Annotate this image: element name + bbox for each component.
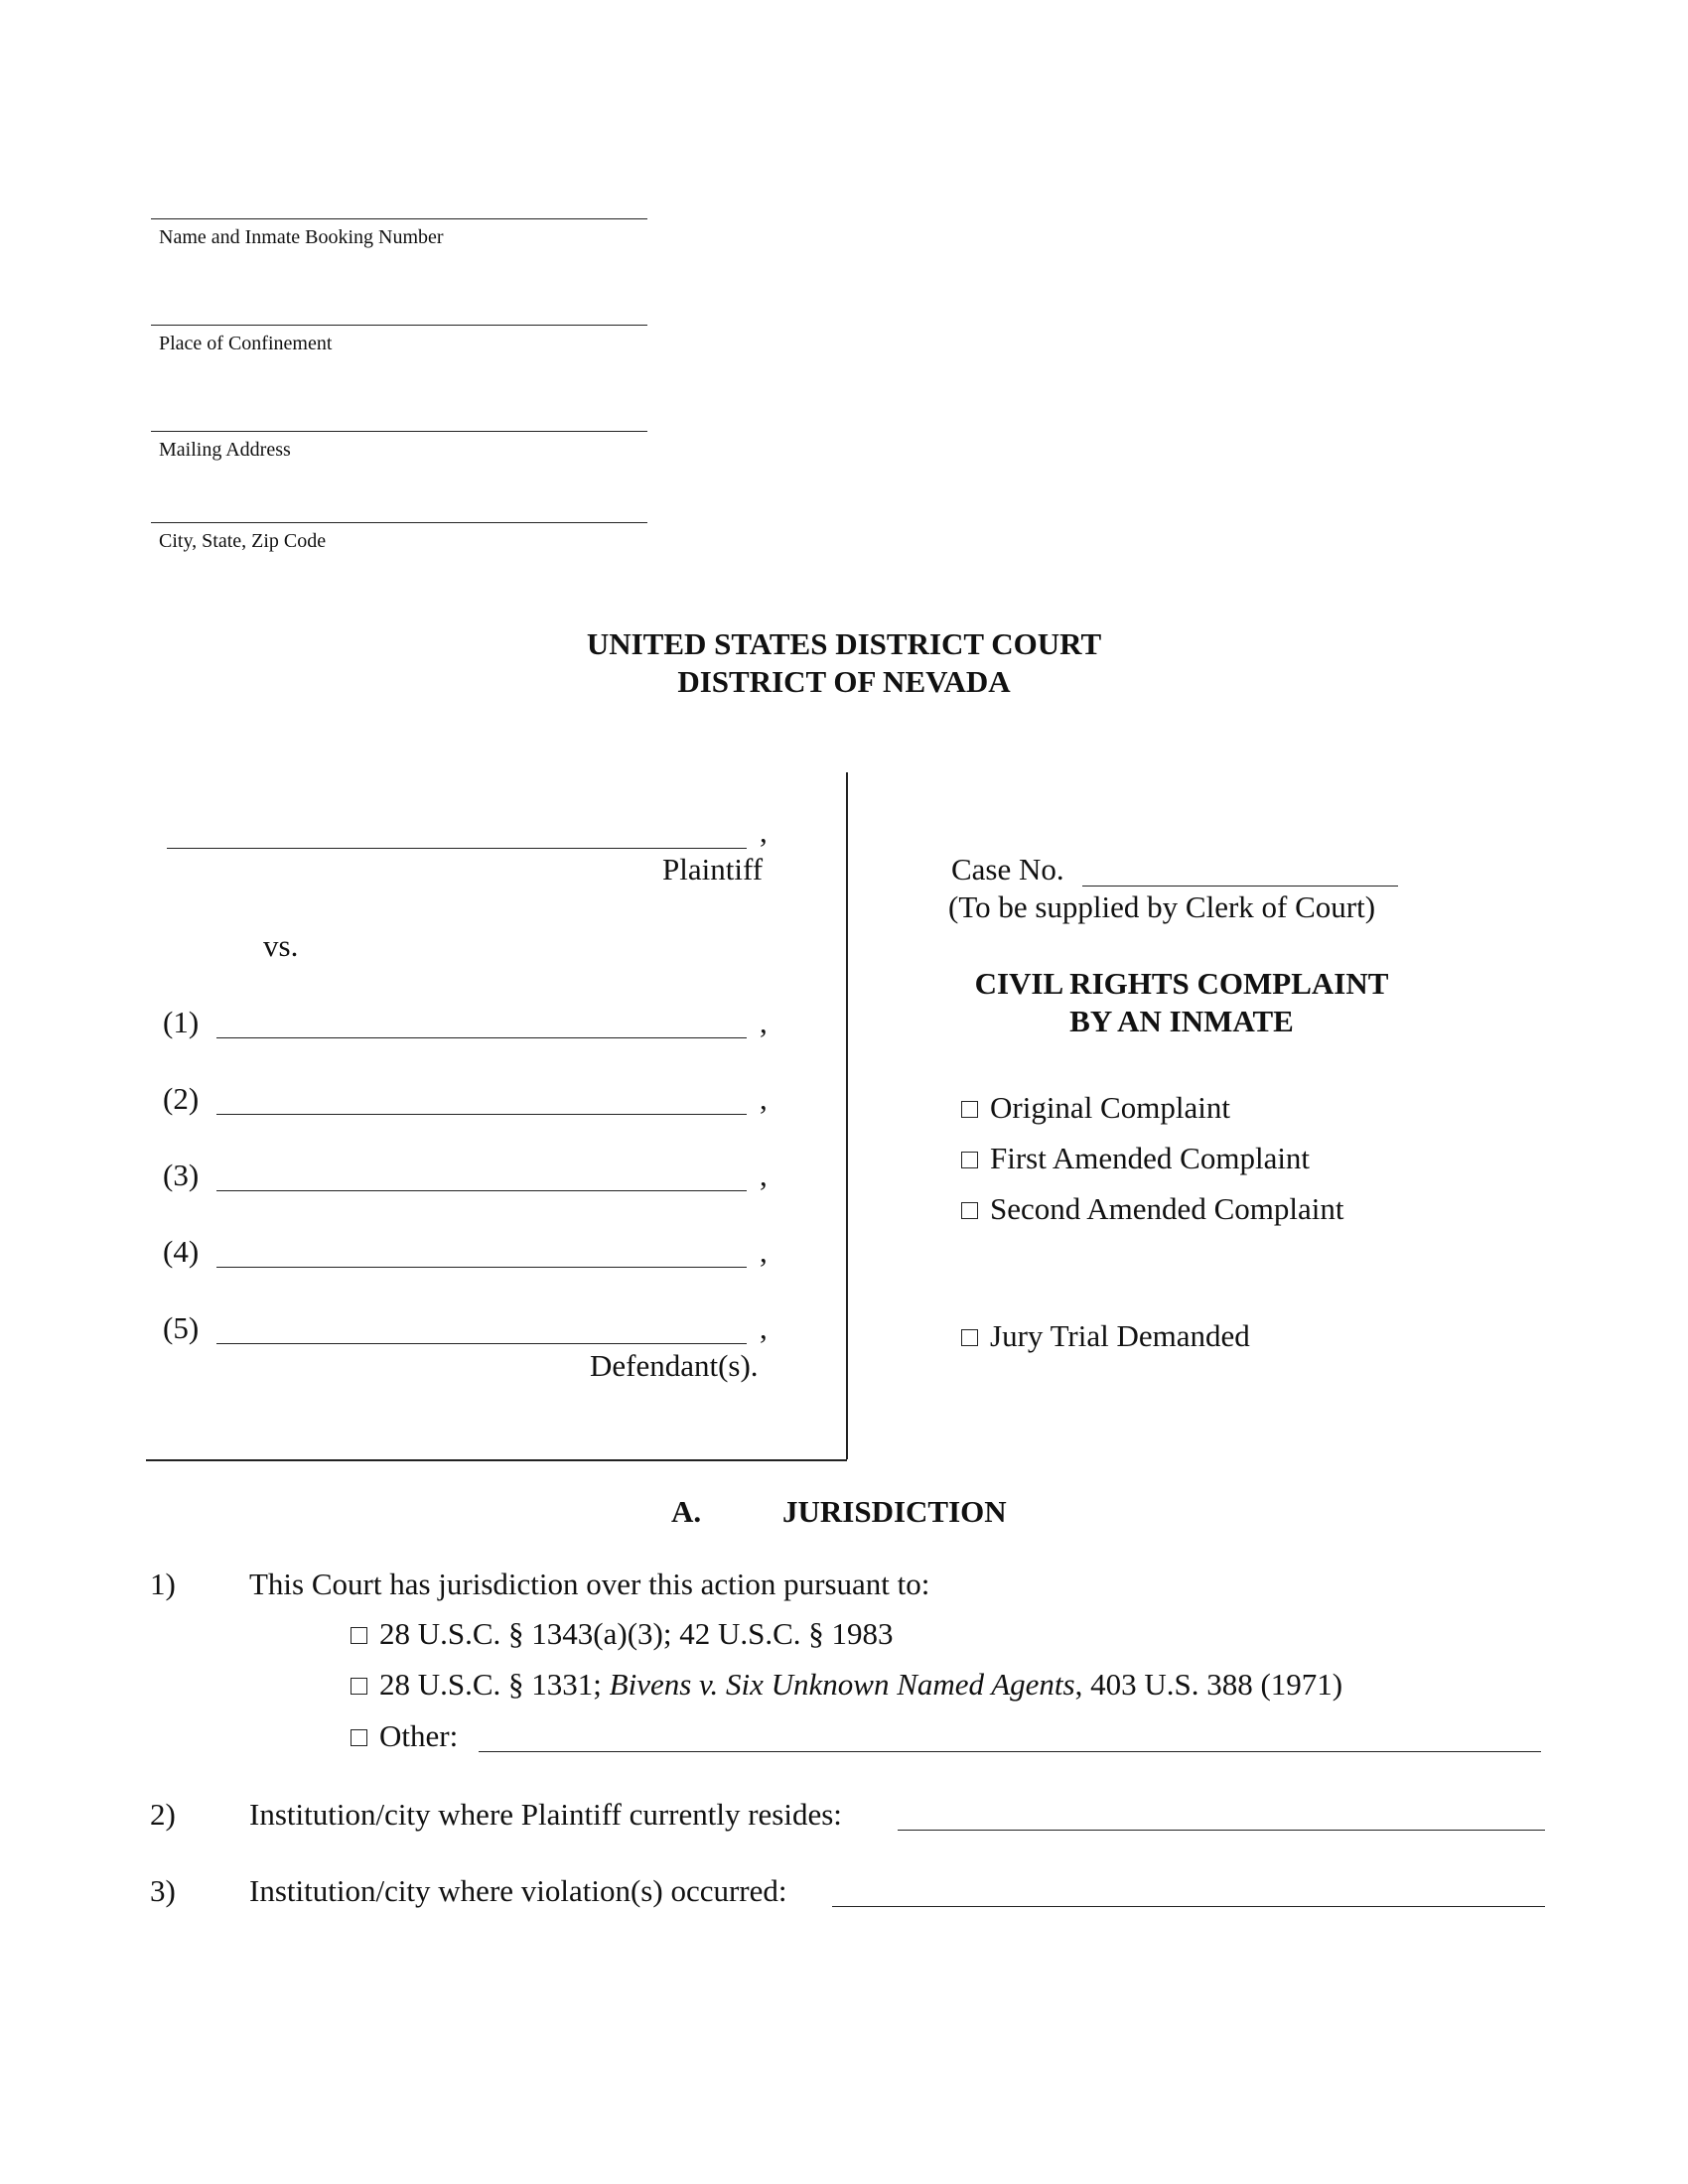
- complaint-title: [938, 965, 1425, 1040]
- jurisdiction-option-1983[interactable]: [351, 1616, 894, 1652]
- defendant-line[interactable]: [216, 1037, 747, 1038]
- other-jurisdiction-line[interactable]: [479, 1751, 1541, 1752]
- jurisdiction-1983-checkbox[interactable]: [351, 1627, 367, 1644]
- defendant-comma: ,: [760, 1005, 768, 1039]
- jurisdiction-option-bivens[interactable]: [351, 1667, 1342, 1703]
- first-amended-checkbox[interactable]: [961, 1152, 978, 1168]
- complaint-title-line2: BY AN INMATE: [1069, 1004, 1294, 1038]
- plaintiff-label: Plaintiff: [662, 852, 764, 887]
- jury-trial-checkbox[interactable]: [961, 1329, 978, 1346]
- bivens-label-pre: 28 U.S.C. § 1331;: [379, 1667, 610, 1702]
- defendant-line[interactable]: [216, 1190, 747, 1191]
- defendant-number: (2): [163, 1081, 200, 1116]
- name-booking-label: Name and Inmate Booking Number: [159, 226, 444, 248]
- defendant-comma: ,: [760, 1310, 768, 1345]
- court-heading: [0, 625, 1688, 701]
- first-amended-option[interactable]: [961, 1141, 1310, 1176]
- item1-number: 1): [150, 1567, 176, 1601]
- plaintiff-line[interactable]: [167, 848, 747, 849]
- original-complaint-checkbox[interactable]: [961, 1101, 978, 1118]
- item2-number: 2): [150, 1797, 176, 1832]
- bivens-case-name: Bivens v. Six Unknown Named Agents: [609, 1667, 1075, 1702]
- city-state-zip-label: City, State, Zip Code: [159, 530, 327, 552]
- name-booking-line[interactable]: [151, 218, 647, 219]
- defendant-line[interactable]: [216, 1267, 747, 1268]
- plaintiff-residence-line[interactable]: [898, 1830, 1545, 1831]
- bivens-label-post: , 403 U.S. 388 (1971): [1074, 1667, 1343, 1702]
- second-amended-checkbox[interactable]: [961, 1202, 978, 1219]
- jury-trial-label: Jury Trial Demanded: [990, 1318, 1250, 1353]
- original-complaint-label: Original Complaint: [990, 1090, 1230, 1125]
- case-no-note: (To be supplied by Clerk of Court): [948, 889, 1376, 924]
- item1-text: This Court has jurisdiction over this action pursuant to:: [249, 1567, 930, 1601]
- jury-trial-option[interactable]: [961, 1318, 1250, 1354]
- jurisdiction-other-label: Other:: [379, 1718, 459, 1753]
- defendant-label: Defendant(s).: [590, 1348, 759, 1383]
- defendant-comma: ,: [760, 1234, 768, 1269]
- section-title: JURISDICTION: [782, 1494, 1007, 1529]
- mailing-address-line[interactable]: [151, 431, 647, 432]
- plaintiff-comma: ,: [760, 814, 768, 849]
- defendant-number: (1): [163, 1005, 200, 1039]
- place-confinement-label: Place of Confinement: [159, 333, 333, 354]
- second-amended-label: Second Amended Complaint: [990, 1191, 1344, 1226]
- place-confinement-line[interactable]: [151, 325, 647, 326]
- section-letter: A.: [671, 1494, 702, 1529]
- court-district: DISTRICT OF NEVADA: [677, 664, 1011, 699]
- city-state-zip-line[interactable]: [151, 522, 647, 523]
- item3-text: Institution/city where violation(s) occurred:: [249, 1873, 787, 1908]
- defendant-number: (4): [163, 1234, 200, 1269]
- jurisdiction-1983-label: 28 U.S.C. § 1343(a)(3); 42 U.S.C. § 1983: [379, 1616, 894, 1651]
- item3-number: 3): [150, 1873, 176, 1908]
- case-no-line[interactable]: [1082, 886, 1398, 887]
- original-complaint-option[interactable]: [961, 1090, 1230, 1126]
- first-amended-label: First Amended Complaint: [990, 1141, 1311, 1175]
- defendant-comma: ,: [760, 1158, 768, 1192]
- jurisdiction-bivens-checkbox[interactable]: [351, 1678, 367, 1695]
- caption-bottom-rule: [146, 1459, 847, 1461]
- defendant-number: (3): [163, 1158, 200, 1192]
- violation-location-line[interactable]: [832, 1906, 1545, 1907]
- defendant-number: (5): [163, 1310, 200, 1345]
- defendant-comma: ,: [760, 1081, 768, 1116]
- mailing-address-label: Mailing Address: [159, 439, 291, 461]
- case-no-label: Case No.: [951, 852, 1064, 887]
- second-amended-option[interactable]: [961, 1191, 1343, 1227]
- vs-label: vs.: [263, 928, 299, 963]
- court-name: UNITED STATES DISTRICT COURT: [586, 626, 1102, 661]
- defendant-line[interactable]: [216, 1114, 747, 1115]
- jurisdiction-other-checkbox[interactable]: [351, 1729, 367, 1746]
- jurisdiction-option-other[interactable]: [351, 1718, 458, 1754]
- item2-text: Institution/city where Plaintiff currently resides:: [249, 1797, 842, 1832]
- defendant-line[interactable]: [216, 1343, 747, 1344]
- complaint-title-line1: CIVIL RIGHTS COMPLAINT: [974, 966, 1389, 1001]
- caption-divider: [846, 772, 848, 1459]
